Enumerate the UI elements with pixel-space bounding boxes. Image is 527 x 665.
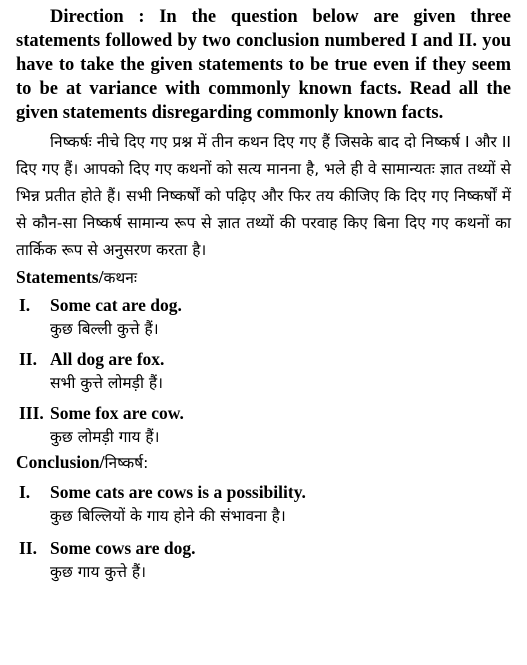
statement-item <box>16 293 511 341</box>
statement-hindi: सभी कुत्ते लोमड़ी हैं। <box>50 374 163 392</box>
conclusions-list <box>16 480 511 584</box>
statement-english: All dog are fox. <box>50 349 165 369</box>
conclusions-heading-en: Conclusion/ <box>16 452 105 472</box>
statements-list <box>16 293 511 449</box>
conclusion-number: I. <box>19 482 31 502</box>
statement-hindi: कुछ लोमड़ी गाय हैं। <box>50 428 160 446</box>
conclusion-hindi: कुछ बिल्लियों के गाय होने की संभावना है। <box>50 507 286 525</box>
direction-english: Direction : In the question below are given three statements followed by two conclusion numbered I and II. you have to take the given statements to be true even if they seem to be at variance with commonly known facts. Read all the given statements disregarding commonly known facts. <box>16 7 511 123</box>
conclusion-item <box>16 480 511 528</box>
conclusion-english: Some cats are cows is a possibility. <box>50 482 306 502</box>
statement-number: II. <box>19 349 37 369</box>
conclusion-number: II. <box>19 538 37 558</box>
conclusion-item <box>16 536 511 584</box>
statements-heading <box>16 266 511 289</box>
conclusions-heading <box>16 451 511 474</box>
statement-item <box>16 347 511 395</box>
statement-hindi: कुछ बिल्ली कुत्ते हैं। <box>50 320 159 338</box>
conclusions-heading-hi: निष्कर्ष: <box>104 454 149 472</box>
conclusion-hindi: कुछ गाय कुत्ते हैं। <box>50 563 147 581</box>
statement-english: Some fox are cow. <box>50 403 184 423</box>
statements-heading-hi: कथनः <box>103 269 138 287</box>
direction-hindi: निष्कर्षः नीचे दिए गए प्रश्न में तीन कथन दिए गए हैं जिसके बाद दो निष्कर्ष I और II दिए गए हैं। आपको दिए गए कथनों को सत्य मानना है, भले ही वे सामान्यतः ज्ञात तथ्यों से भिन्न प्रतीत होते हैं। सभी निष्कर्षों को पढ़िए और फिर तय कीजिए कि दिए गए निष्कर्षों में से कौन-सा निष्कर्ष सामान्य रूप से ज्ञात तथ्यों की परवाह किए बिना दिए गए कथनों का तार्किक रूप से अनुसरण करता है। <box>16 133 511 259</box>
statement-number: I. <box>19 295 31 315</box>
statements-heading-en: Statements/ <box>16 267 104 287</box>
statement-english: Some cat are dog. <box>50 295 182 315</box>
statement-item <box>16 401 511 449</box>
statement-number: III. <box>19 403 44 423</box>
conclusion-english: Some cows are dog. <box>50 538 196 558</box>
